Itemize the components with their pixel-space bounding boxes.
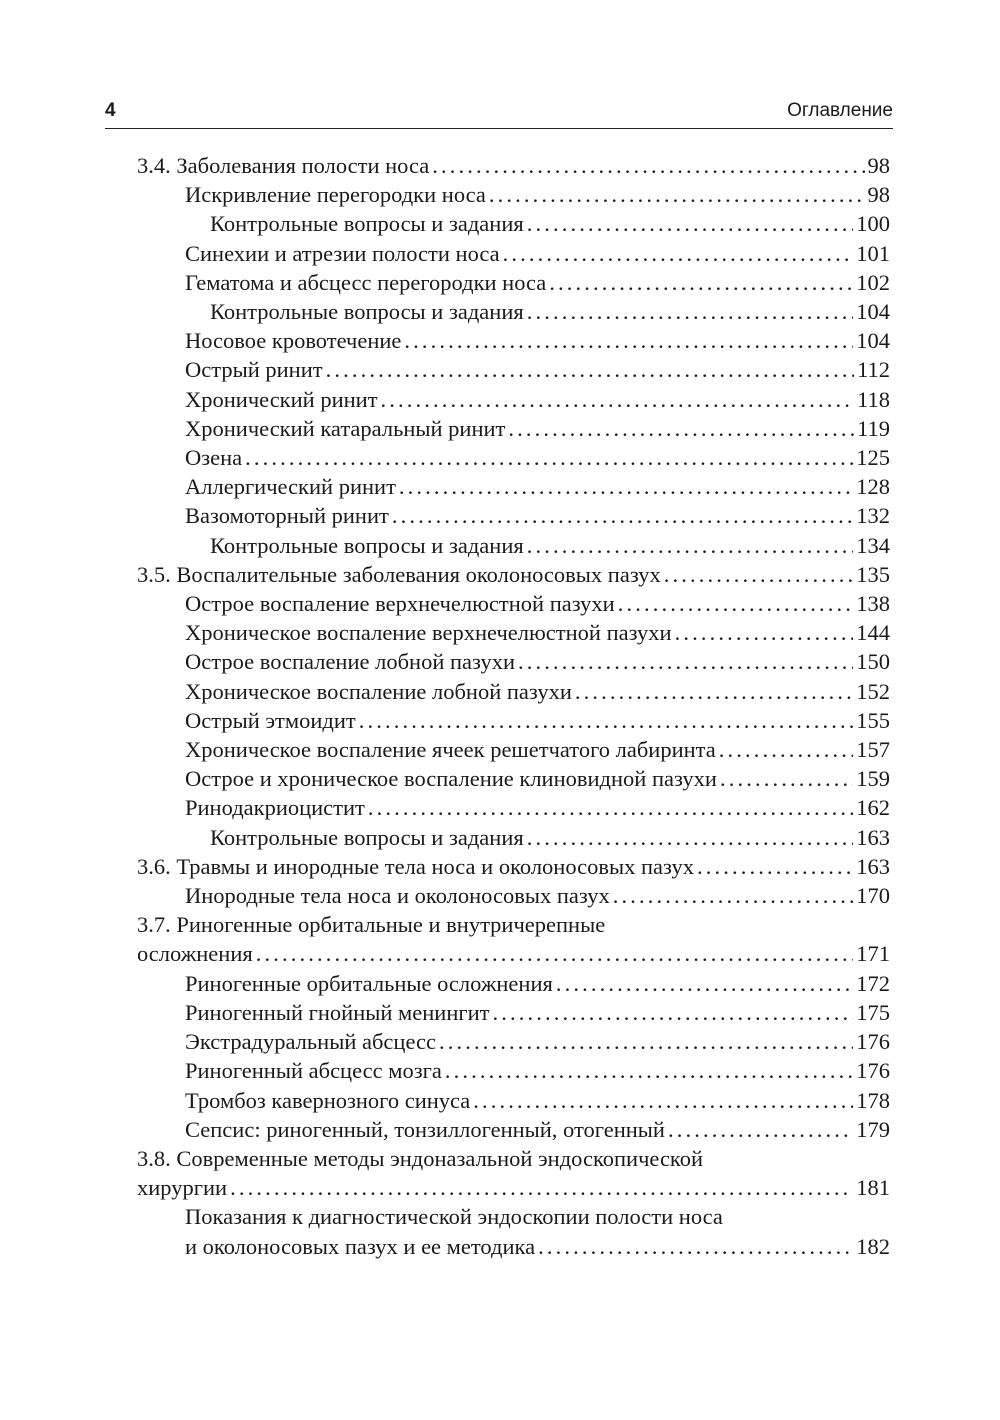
toc-entry-page: 181 <box>856 1175 890 1201</box>
running-title: Оглавление <box>787 100 893 121</box>
toc-entry-page: 182 <box>856 1233 890 1259</box>
toc-entry-title-line: 3.8. Современные методы эндоназальной эндоскопической <box>137 1145 704 1171</box>
toc-entry-page: 138 <box>856 591 890 617</box>
dot-leader <box>556 969 853 998</box>
toc-entry[interactable] <box>137 151 890 180</box>
toc-entry[interactable] <box>137 647 890 676</box>
dot-leader <box>575 677 853 706</box>
toc-entry-title: Ринодакриоцистит <box>185 795 365 821</box>
toc-entry[interactable] <box>137 239 890 268</box>
toc-entry-title: 3.5. Воспалительные заболевания околоносовых пазух <box>137 561 661 587</box>
toc-entry-page: 100 <box>856 211 890 237</box>
toc-entry-page: 101 <box>856 240 890 266</box>
dot-leader <box>432 151 864 180</box>
toc-entry[interactable] <box>137 793 890 822</box>
toc-entry[interactable] <box>137 1027 890 1056</box>
toc-entry-title: Хронический катаральный ринит <box>185 415 506 441</box>
dot-leader <box>527 531 854 560</box>
toc-entry-title: осложнения <box>137 941 253 967</box>
toc-entry-page: 152 <box>856 678 890 704</box>
dot-leader <box>230 1173 853 1202</box>
toc-entry[interactable] <box>137 531 890 560</box>
toc-entry[interactable] <box>137 939 890 968</box>
toc-entry-title: Риногенный гнойный менингит <box>185 999 490 1025</box>
toc-entry[interactable] <box>137 881 890 910</box>
dot-leader <box>719 735 853 764</box>
dot-leader <box>503 239 854 268</box>
toc-entry-page: 178 <box>856 1087 890 1113</box>
toc-entry-title: Хроническое воспаление лобной пазухи <box>185 678 572 704</box>
toc-entry-title: Риногенный абсцесс мозга <box>185 1058 442 1084</box>
dot-leader <box>256 939 854 968</box>
dot-leader <box>527 297 854 326</box>
toc-entry-page: 132 <box>856 503 890 529</box>
toc-entry[interactable] <box>137 764 890 793</box>
toc-entry[interactable] <box>137 297 890 326</box>
toc-entry-page: 144 <box>856 620 890 646</box>
toc-entry[interactable] <box>137 443 890 472</box>
toc-entry[interactable] <box>137 355 890 384</box>
dot-leader <box>549 268 853 297</box>
toc-entry[interactable] <box>137 735 890 764</box>
toc-entry-page: 157 <box>856 737 890 763</box>
toc-entry-page: 135 <box>856 561 890 587</box>
toc-entry[interactable] <box>137 180 890 209</box>
toc-entry-title: Хроническое воспаление верхнечелюстной пазухи <box>185 620 672 646</box>
toc-entry-page: 102 <box>856 269 890 295</box>
dot-leader <box>508 414 854 443</box>
toc-entry-page: 171 <box>856 941 890 967</box>
toc-entry-page: 179 <box>856 1116 890 1142</box>
toc-entry-title: Искривление перегородки носа <box>185 182 486 208</box>
toc-entry-title: Тромбоз кавернозного синуса <box>185 1087 471 1113</box>
toc-entry-title: Острое и хроническое воспаление клиновидной пазухи <box>185 766 717 792</box>
toc-entry[interactable] <box>137 823 890 852</box>
toc-entry[interactable] <box>137 326 890 355</box>
toc-entry-title: Гематома и абсцесс перегородки носа <box>185 269 547 295</box>
toc-entry-title-line: 3.7. Риногенные орбитальные и внутричерепные <box>137 912 606 938</box>
toc-entry-page: 128 <box>856 474 890 500</box>
dot-leader <box>668 1115 853 1144</box>
toc-entry-title: Вазомоторный ринит <box>185 503 389 529</box>
dot-leader <box>492 998 853 1027</box>
toc-entry-title: Риногенные орбитальные осложнения <box>185 970 553 996</box>
toc-entry-page: 159 <box>856 766 890 792</box>
toc-entry[interactable] <box>137 472 890 501</box>
toc-entry-title: Острый ринит <box>185 357 323 383</box>
toc-entry-page: 98 <box>867 182 890 208</box>
toc-entry[interactable] <box>137 677 890 706</box>
toc-entry-title: Хроническое воспаление ячеек решетчатого лабиринта <box>185 737 716 763</box>
toc-entry-page: 125 <box>856 445 890 471</box>
toc-entry-title: 3.4. Заболевания полости носа <box>137 153 430 178</box>
dot-leader <box>613 881 853 910</box>
toc-entry-page: 170 <box>856 883 890 909</box>
toc-entry-title: Инородные тела носа и околоносовых пазух <box>185 883 610 909</box>
dot-leader <box>489 180 865 209</box>
dot-leader <box>473 1086 853 1115</box>
toc-entry-page: 162 <box>856 795 890 821</box>
toc-entry[interactable] <box>137 618 890 647</box>
dot-leader <box>720 764 853 793</box>
dot-leader <box>326 355 854 384</box>
dot-leader <box>445 1056 853 1085</box>
dot-leader <box>527 823 854 852</box>
toc-entry-title: Синехии и атрезии полости носа <box>185 240 500 266</box>
toc-entry-title: Контрольные вопросы и задания <box>210 824 524 850</box>
dot-leader <box>527 209 854 238</box>
dot-leader <box>399 472 853 501</box>
toc-entry-page: 163 <box>856 853 890 879</box>
toc-entry[interactable] <box>137 706 890 735</box>
toc-entry-page: 155 <box>856 707 890 733</box>
dot-leader <box>245 443 853 472</box>
toc-entry[interactable] <box>137 969 890 998</box>
toc-entry-title: Сепсис: риногенный, тонзиллогенный, отогенный <box>185 1116 665 1142</box>
toc-entry-page: 98 <box>867 153 890 178</box>
toc-entry-page: 176 <box>856 1029 890 1055</box>
toc-entry-page: 118 <box>857 386 890 412</box>
toc-entry-title: Контрольные вопросы и задания <box>210 299 524 325</box>
dot-leader <box>392 501 853 530</box>
table-of-contents <box>137 151 890 1261</box>
toc-entry[interactable] <box>137 998 890 1027</box>
running-header <box>105 100 893 129</box>
dot-leader <box>439 1027 853 1056</box>
toc-entry-title: хирургии <box>137 1175 228 1201</box>
dot-leader <box>675 618 854 647</box>
toc-entry-title: 3.6. Травмы и инородные тела носа и околоносовых пазух <box>137 853 694 879</box>
toc-entry[interactable] <box>137 1173 890 1202</box>
toc-entry[interactable] <box>137 1086 890 1115</box>
toc-entry-title: Экстрадуральный абсцесс <box>185 1029 436 1055</box>
toc-entry[interactable] <box>137 1232 890 1261</box>
toc-entry[interactable] <box>137 414 890 443</box>
dot-leader <box>359 706 854 735</box>
page-number: 4 <box>105 100 116 121</box>
toc-entry[interactable] <box>137 1056 890 1085</box>
dot-leader <box>538 1232 853 1261</box>
toc-entry-page: 163 <box>856 824 890 850</box>
toc-entry-title: Острый этмоидит <box>185 707 356 733</box>
toc-entry-page: 150 <box>856 649 890 675</box>
dot-leader <box>368 793 853 822</box>
toc-entry-title: Острое воспаление лобной пазухи <box>185 649 515 675</box>
toc-entry-title: и околоносовых пазух и ее методика <box>185 1233 536 1259</box>
toc-entry-page: 172 <box>856 970 890 996</box>
toc-entry-page: 119 <box>857 415 890 441</box>
toc-entry-title: Острое воспаление верхнечелюстной пазухи <box>185 591 615 617</box>
toc-entry-title: Контрольные вопросы и задания <box>210 532 524 558</box>
toc-entry[interactable] <box>137 589 890 618</box>
toc-entry[interactable] <box>137 501 890 530</box>
toc-entry-page: 104 <box>856 299 890 325</box>
dot-leader <box>697 852 853 881</box>
toc-entry-page: 104 <box>856 328 890 354</box>
toc-entry-page: 134 <box>856 532 890 558</box>
dot-leader <box>404 326 853 355</box>
toc-entry-title: Озена <box>185 445 243 471</box>
dot-leader <box>618 589 854 618</box>
toc-entry[interactable] <box>137 385 890 414</box>
dot-leader <box>381 385 855 414</box>
toc-entry-title-line: Показания к диагностической эндоскопии полости носа <box>185 1204 723 1230</box>
toc-entry-title: Контрольные вопросы и задания <box>210 211 524 237</box>
toc-entry[interactable] <box>137 560 890 589</box>
toc-entry-title: Носовое кровотечение <box>185 328 402 354</box>
toc-entry-page: 112 <box>857 357 890 383</box>
toc-entry-title: Аллергический ринит <box>185 474 396 500</box>
toc-entry-page: 176 <box>856 1058 890 1084</box>
toc-entry[interactable] <box>137 209 890 238</box>
toc-entry[interactable] <box>137 268 890 297</box>
toc-entry-page: 175 <box>856 999 890 1025</box>
dot-leader <box>518 647 853 676</box>
toc-entry-title: Хронический ринит <box>185 386 378 412</box>
dot-leader <box>664 560 854 589</box>
toc-entry[interactable] <box>137 1115 890 1144</box>
toc-entry[interactable] <box>137 852 890 881</box>
